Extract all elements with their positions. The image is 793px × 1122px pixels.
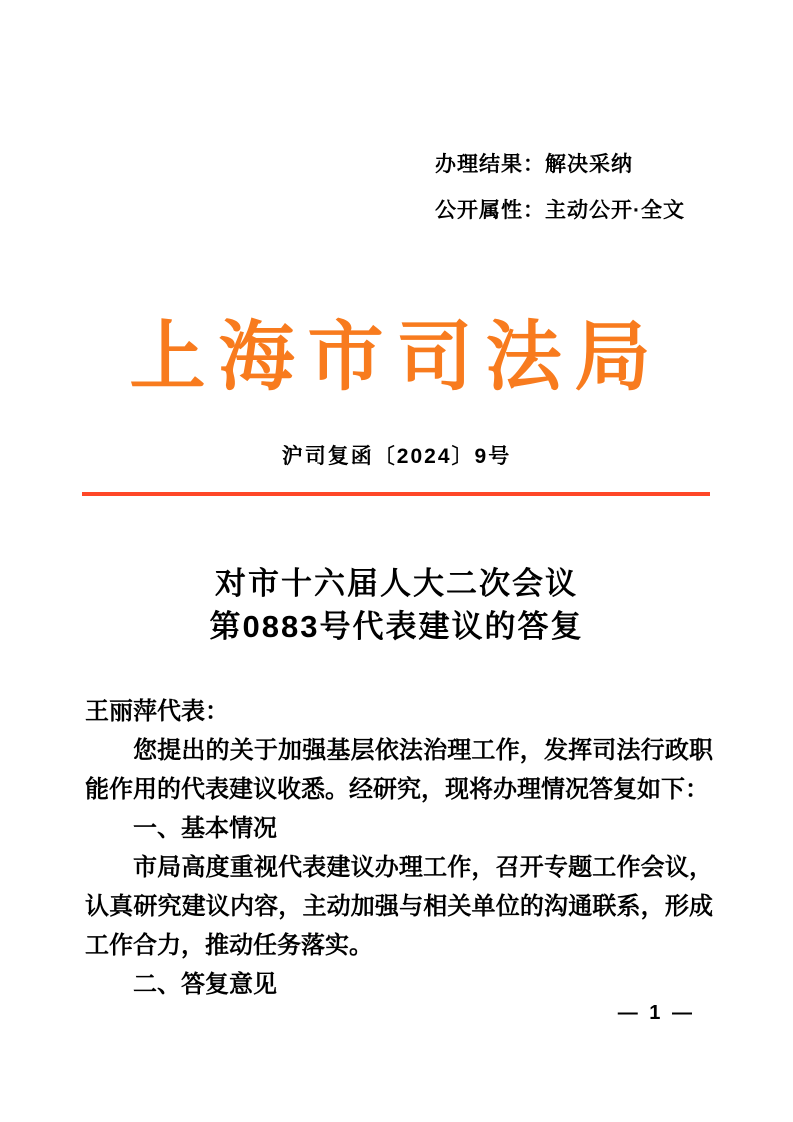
document-title-line1: 对市十六届人大二次会议 — [215, 566, 578, 601]
handling-result-line — [435, 142, 685, 188]
body-paragraph-2: 市局高度重视代表建议办理工作，召开专题工作会议，认真研究建议内容，主动加强与相关单位的沟通联系，形成工作合力，推动任务落实。 — [85, 854, 713, 959]
handling-result-label: 办理结果： — [435, 153, 545, 176]
salutation: 王丽萍代表： — [85, 698, 229, 725]
document-title-line2: 第0883号代表建议的答复 — [209, 609, 584, 644]
page-number: — 1 — — [617, 1002, 695, 1024]
section-heading-1: 一、基本情况 — [133, 815, 277, 842]
body-paragraph-1: 您提出的关于加强基层依法治理工作，发挥司法行政职能作用的代表建议收悉。经研究，现将办理情况答复如下： — [85, 737, 713, 803]
section-heading-2: 二、答复意见 — [133, 971, 277, 998]
letterhead-rule — [82, 492, 710, 496]
document-body — [85, 692, 713, 1004]
disclosure-attribute-label: 公开属性： — [435, 199, 545, 222]
agency-letterhead-title: 上海市司法局 — [129, 315, 664, 400]
handling-result-value: 解决采纳 — [545, 153, 633, 176]
header-meta — [435, 142, 685, 234]
document-title — [0, 562, 793, 648]
document-number: 沪司复函〔2024〕9号 — [281, 445, 512, 468]
disclosure-attribute-line — [435, 188, 685, 234]
disclosure-attribute-value: 主动公开·全文 — [545, 199, 685, 222]
